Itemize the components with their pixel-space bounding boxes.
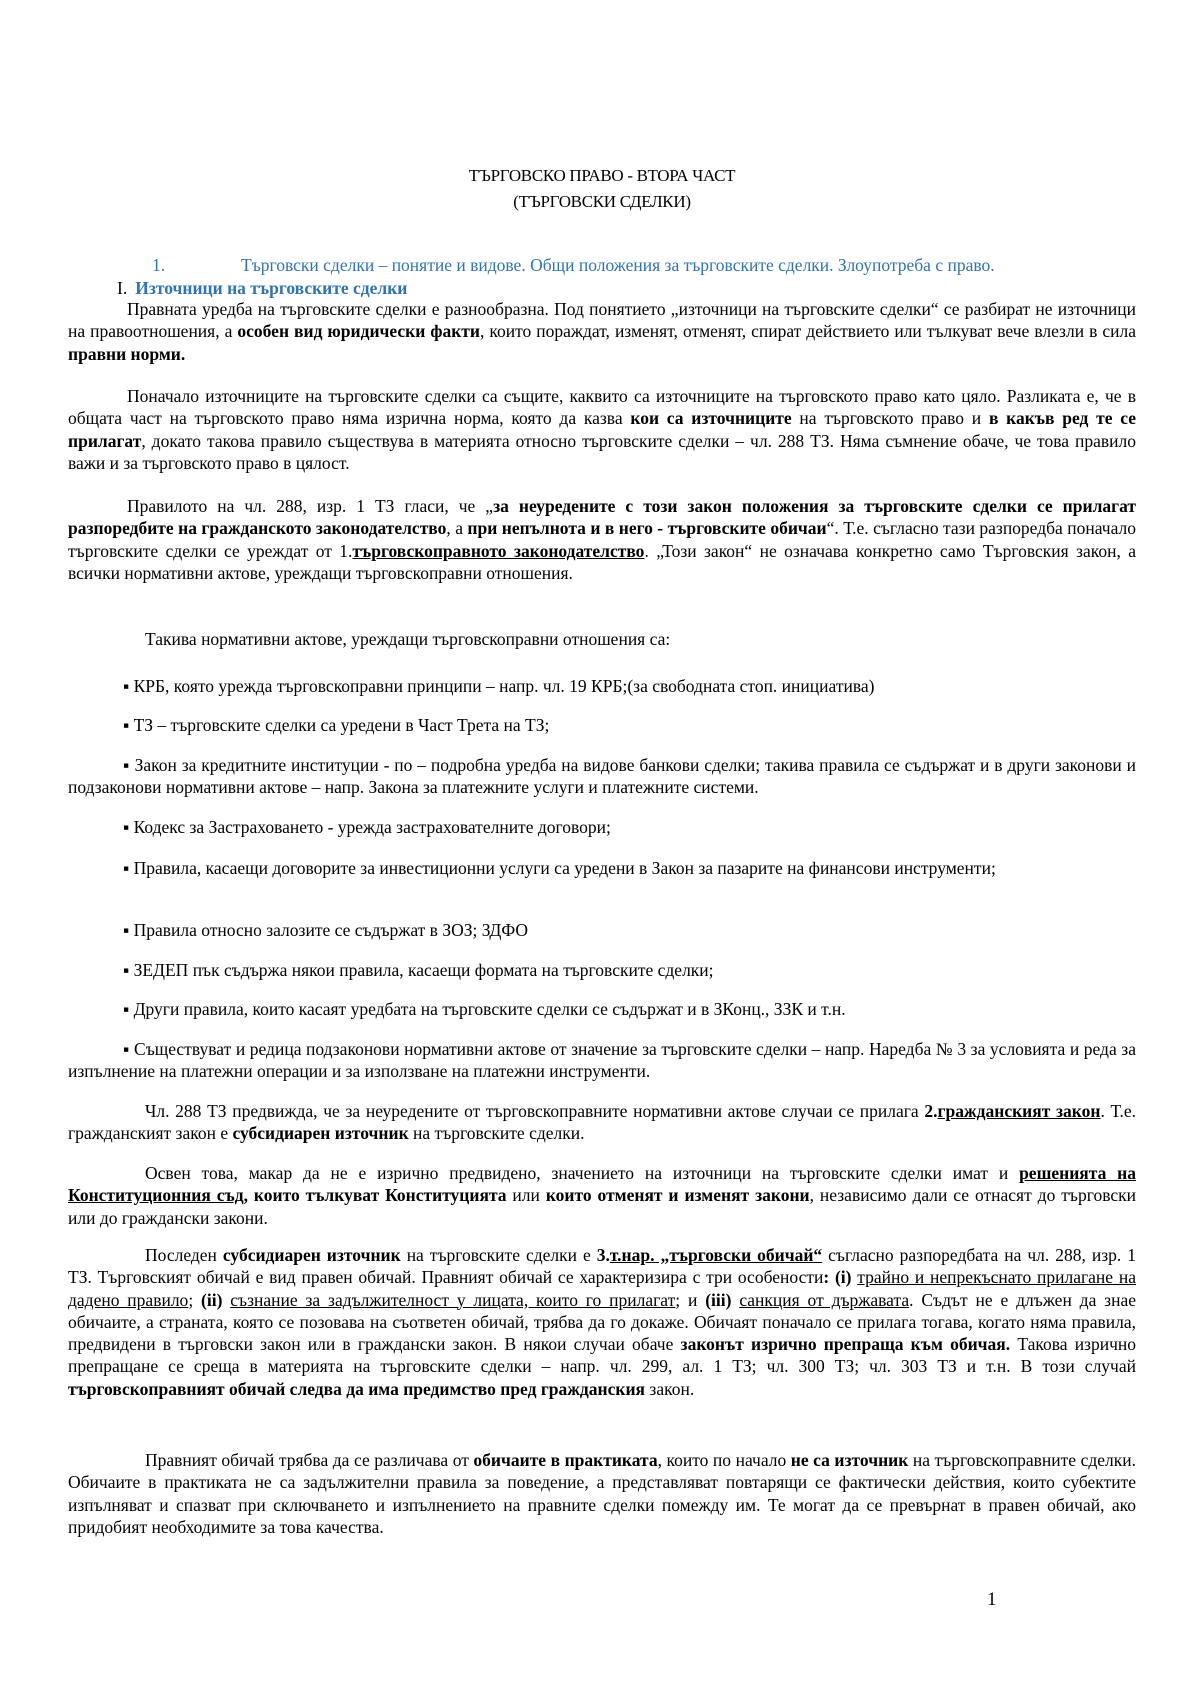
page-number: 1	[987, 1589, 997, 1610]
section-title: Търговски сделки – понятие и видове. Общи положения за търговските сделки. Злоупотреба с право.	[241, 255, 995, 275]
paragraph-2: Поначало източниците на търговските сделки са същите, каквито са източниците на търговското право като цяло. Разликата е, че в общата част на търговското право няма изрична норма, която да казва кои са източниците на търговското право и в какъв ред те се прилагат, докато такова правило съществува в материята относно търговските сделки – чл. 288 ТЗ. Няма съмнение обаче, че това правило важи и за търговското право в цялост.	[68, 386, 1136, 473]
list-item: ▪ Правила относно залозите се съдържат в ЗОЗ; ЗДФО	[123, 920, 529, 940]
list-item: ▪ Правила, касаещи договорите за инвестиционни услуги са уредени в Закон за пазарите на финансови инструменти;	[123, 858, 996, 878]
subsection-title: Източници на търговските сделки	[135, 278, 408, 298]
list-item: ▪ КРБ, която урежда търговскоправни принципи – напр. чл. 19 КРБ;(за свободната стоп. инициатива)	[123, 676, 875, 696]
subsection-number: I.	[117, 278, 128, 298]
paragraph-8: Правният обичай трябва да се различава от обичаите в практиката, които по начало не са източник на търговскоправните сделки. Обичаите в практиката не са задължителни правила за поведение, а представляват повтарящи се фактически действия, които субектите изпълняват и спазват при сключването и изпълнението на правните сделки помежду им. Те могат да се превърнат в правен обичай, ако придобият необходимите за това качества.	[68, 1450, 1137, 1537]
list-item: ▪ Кодекс за Застраховането - урежда застрахователните договори;	[123, 817, 611, 837]
paragraph-6: Освен това, макар да не е изрично предвидено, значението на източници на търговските сделки имат и решенията на Конституционния съд, които тълкуват Конституцията или които отменят и изменят закони, независимо дали се отнасят до търговски или до граждански закони.	[68, 1163, 1136, 1228]
list-item: ▪ Закон за кредитните институции - по – подробна уредба на видове банкови сделки; такива правила се съдържат и в други законови и подзаконови нормативни актове – напр. Закона за платежните услуги и платежните системи.	[68, 755, 1137, 798]
list-item: ▪ ТЗ – търговските сделки са уредени в Част Трета на ТЗ;	[123, 715, 550, 735]
list-item: ▪ Съществуват и редица подзаконови нормативни актове от значение за търговските сделки – напр. Наредба № 3 за условията и реда за изпълнение на платежни операции и за използване на платежни инструменти.	[68, 1039, 1136, 1082]
list-item: ▪ ЗЕДЕП пък съдържа някои правила, касаещи формата на търговските сделки;	[123, 960, 714, 980]
doc-subtitle: (ТЪРГОВСКИ СДЕЛКИ)	[513, 192, 691, 211]
section-number: 1.	[152, 255, 166, 275]
doc-title: ТЪРГОВСКО ПРАВО - ВТОРА ЧАСТ	[468, 166, 736, 185]
document-page	[68, 0, 1136, 1698]
section-heading	[152, 255, 995, 276]
paragraph-1: Правната уредба на търговските сделки е разнообразна. Под понятието „източници на търговските сделки“ се разбират не източници на правоотношения, а особен вид юридически факти, които пораждат, изменят, отменят, спират действието или тълкуват вече влезли в сила правни норми.	[68, 299, 1136, 364]
subsection-heading	[117, 278, 407, 299]
paragraph-5: Чл. 288 ТЗ предвижда, че за неуредените от търговскоправните нормативни актове случаи се прилага 2.гражданският закон. Т.е. гражданският закон е субсидиарен източник на търговските сделки.	[68, 1101, 1136, 1144]
paragraph-7: Последен субсидиарен източник на търговските сделки е 3.т.нар. „търговски обичай“ съгласно разпоредбата на чл. 288, изр. 1 ТЗ. Търговският обичай е вид правен обичай. Правният обичай се характеризира с три особености: (i) трайно и непрекъснато прилагане на дадено правило; (ii) съзнание за задължителност у лицата, които го прилагат; и (iii) санкция от държавата. Съдът не е длъжен да знае обичаите, а страната, която се позовава на съответен обичай, трябва да го докаже. Обичаят поначало се прилага тогава, когато няма правила, предвидени в търговски закон или в граждански закон. В някои случаи обаче законът изрично препраща към обичая. Такова изрично препращане се среща в материята на търговските сделки – напр. чл. 299, ал. 1 ТЗ; чл. 300 ТЗ; чл. 303 ТЗ и т.н. В този случай търговскоправният обичай следва да има предимство пред гражданския закон.	[68, 1245, 1136, 1399]
paragraph-3: Правилото на чл. 288, изр. 1 ТЗ гласи, че „за неуредените с този закон положения за търговските сделки се прилагат разпоредбите на гражданското законодателство, а при непълнота и в него - търговските обичаи“. Т.е. съгласно тази разпоредба поначало търговските сделки се уреждат от 1.търговскоправното законодателство. „Този закон“ не означава конкретно само Търговския закон, а всички нормативни актове, уреждащи търговскоправни отношения.	[68, 496, 1136, 583]
list-item: ▪ Други правила, които касаят уредбата на търговските сделки се съдържат и в ЗКонц., ЗЗК и т.н.	[123, 999, 846, 1019]
paragraph-4: Такива нормативни актове, уреждащи търговскоправни отношения са:	[145, 629, 671, 649]
